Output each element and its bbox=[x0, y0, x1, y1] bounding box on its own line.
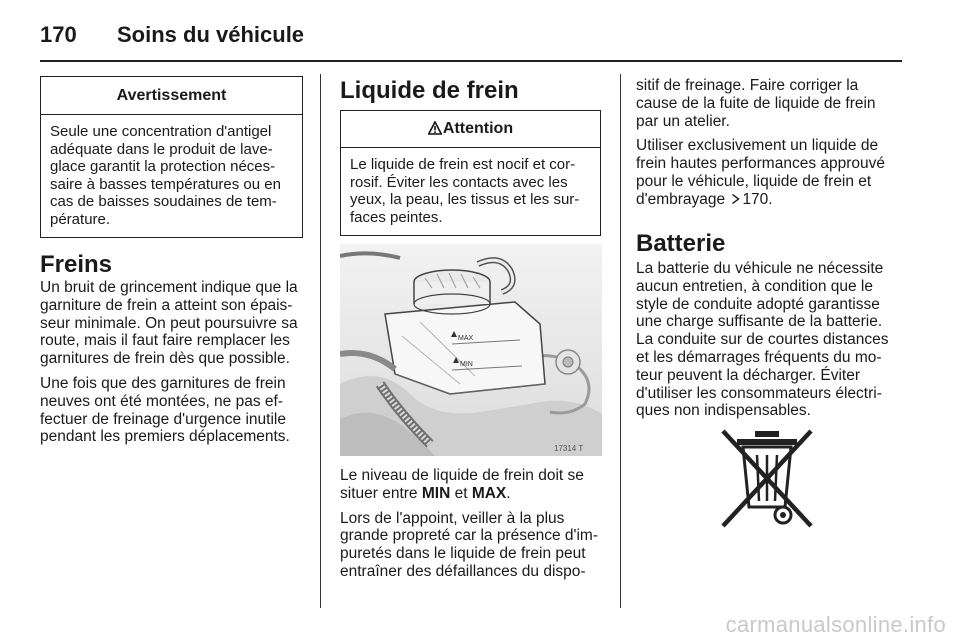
text-line: aucun entretien, à condition que le bbox=[636, 277, 873, 295]
brake-fluid-reservoir-illustration bbox=[340, 244, 602, 456]
text-line: La conduite sur de courtes distances bbox=[636, 331, 889, 349]
chapter-title: Soins du véhicule bbox=[117, 22, 305, 47]
attention-line: Le liquide de frein est nocif et cor- bbox=[350, 156, 576, 173]
column-divider-1 bbox=[320, 74, 321, 608]
page-reference-arrow-icon[interactable] bbox=[731, 193, 740, 205]
reservoir-min-mark: MIN bbox=[460, 361, 473, 368]
text-line: cause de la fuite de liquide de frein bbox=[636, 94, 876, 112]
freins-paragraph-1 bbox=[40, 279, 310, 368]
attention-box-text bbox=[341, 148, 600, 226]
text-fragment: d'embrayage bbox=[636, 190, 726, 208]
text-line: pour le véhicule, liquide de frein et bbox=[636, 172, 872, 190]
text-line: teur peuvent la décharger. Éviter bbox=[636, 366, 861, 384]
fluid-spec-paragraph bbox=[636, 137, 906, 208]
text-line: Lors de l'appoint, veiller à la plus bbox=[340, 509, 565, 527]
warning-box-title: Avertissement bbox=[41, 77, 302, 115]
liquide-text bbox=[340, 467, 612, 588]
page-header bbox=[40, 18, 900, 60]
text-line: Une fois que des garnitures de frein bbox=[40, 374, 286, 392]
text-line: pendant les premiers déplacements. bbox=[40, 428, 290, 446]
illustration-code: 17314 T bbox=[554, 444, 584, 453]
text-fragment: . bbox=[506, 484, 511, 502]
text-line: neuves ont été montées, ne pas ef- bbox=[40, 392, 283, 410]
section-heading-liquide-de-frein: Liquide de frein bbox=[340, 77, 519, 104]
text-line: frein hautes performances approuvé bbox=[636, 155, 886, 173]
text-line: et les démarrages fréquents du mo- bbox=[636, 348, 882, 366]
header-divider bbox=[40, 60, 902, 62]
text-fragment: situer entre bbox=[340, 484, 422, 502]
text-line: puretés dans le liquide de frein peut bbox=[340, 545, 586, 563]
text-line: Le niveau de liquide de frein doit se bbox=[340, 467, 584, 484]
attention-line: rosif. Éviter les contacts avec les bbox=[350, 173, 568, 191]
attention-box bbox=[340, 110, 601, 236]
crossed-out-bin-icon bbox=[713, 427, 821, 530]
text-line: Un bruit de grincement indique que la bbox=[40, 279, 298, 296]
attention-label: Attention bbox=[442, 120, 514, 137]
warning-line: adéquate dans le produit de lave- bbox=[50, 140, 273, 158]
text-line: entraîner des défaillances du dispo- bbox=[340, 562, 586, 580]
text-line: d'utiliser les consommateurs électri- bbox=[636, 384, 882, 402]
text-line: par un atelier. bbox=[636, 112, 730, 130]
warning-line: saire à basses températures ou en bbox=[50, 175, 281, 193]
min-label: MIN bbox=[421, 484, 451, 502]
page-number: 170 bbox=[40, 22, 77, 47]
watermark: carmanualsonline.info bbox=[725, 612, 946, 637]
max-label: MAX bbox=[471, 484, 507, 502]
page-reference-link[interactable]: 170. bbox=[742, 190, 773, 208]
text-line: ques non indispensables. bbox=[636, 402, 811, 420]
continuation-paragraph bbox=[636, 77, 906, 130]
warning-box-text bbox=[41, 115, 302, 229]
text-line: Utiliser exclusivement un liquide de bbox=[636, 137, 879, 155]
text-line: fectuer de freinage d'urgence inutile bbox=[40, 410, 286, 428]
text-line: garniture de frein a atteint son épais- bbox=[40, 296, 293, 314]
warning-triangle-icon bbox=[428, 121, 442, 135]
text-line: grande propreté car la présence d'im- bbox=[340, 527, 598, 545]
text-line: sitif de freinage. Faire corriger la bbox=[636, 77, 859, 94]
text-fragment: et bbox=[450, 484, 472, 502]
batterie-paragraph bbox=[636, 260, 908, 420]
text-line: garnitures de frein dès que possible. bbox=[40, 350, 290, 368]
section-heading-batterie: Batterie bbox=[636, 230, 726, 257]
column-divider-2 bbox=[620, 74, 621, 608]
warning-line: pérature. bbox=[50, 210, 111, 228]
section-heading-freins: Freins bbox=[40, 251, 113, 278]
warning-box bbox=[40, 76, 303, 238]
text-line: route, mais il faut faire remplacer les bbox=[40, 332, 290, 350]
text-line: une charge suffisante de la batterie. bbox=[636, 313, 883, 331]
reservoir-max-mark: MAX bbox=[458, 335, 474, 342]
warning-line: Seule une concentration d'antigel bbox=[50, 123, 272, 140]
text-line: La batterie du véhicule ne nécessite bbox=[636, 260, 884, 277]
freins-text bbox=[40, 279, 310, 453]
col3-text bbox=[636, 77, 906, 216]
attention-box-title bbox=[341, 111, 600, 148]
text-line: seur minimale. On peut poursuivre sa bbox=[40, 314, 298, 332]
warning-line: glace garantit la protection néces- bbox=[50, 158, 276, 176]
level-paragraph bbox=[340, 467, 612, 503]
batterie-text bbox=[636, 260, 908, 427]
attention-line: yeux, la peau, les tissus et les sur- bbox=[350, 191, 580, 209]
attention-line: faces peintes. bbox=[350, 208, 443, 226]
text-line: style de conduite adopté garantisse bbox=[636, 295, 880, 313]
warning-line: cas de baisses soudaines de tem- bbox=[50, 193, 277, 211]
freins-paragraph-2 bbox=[40, 375, 310, 446]
refill-paragraph bbox=[340, 510, 612, 581]
